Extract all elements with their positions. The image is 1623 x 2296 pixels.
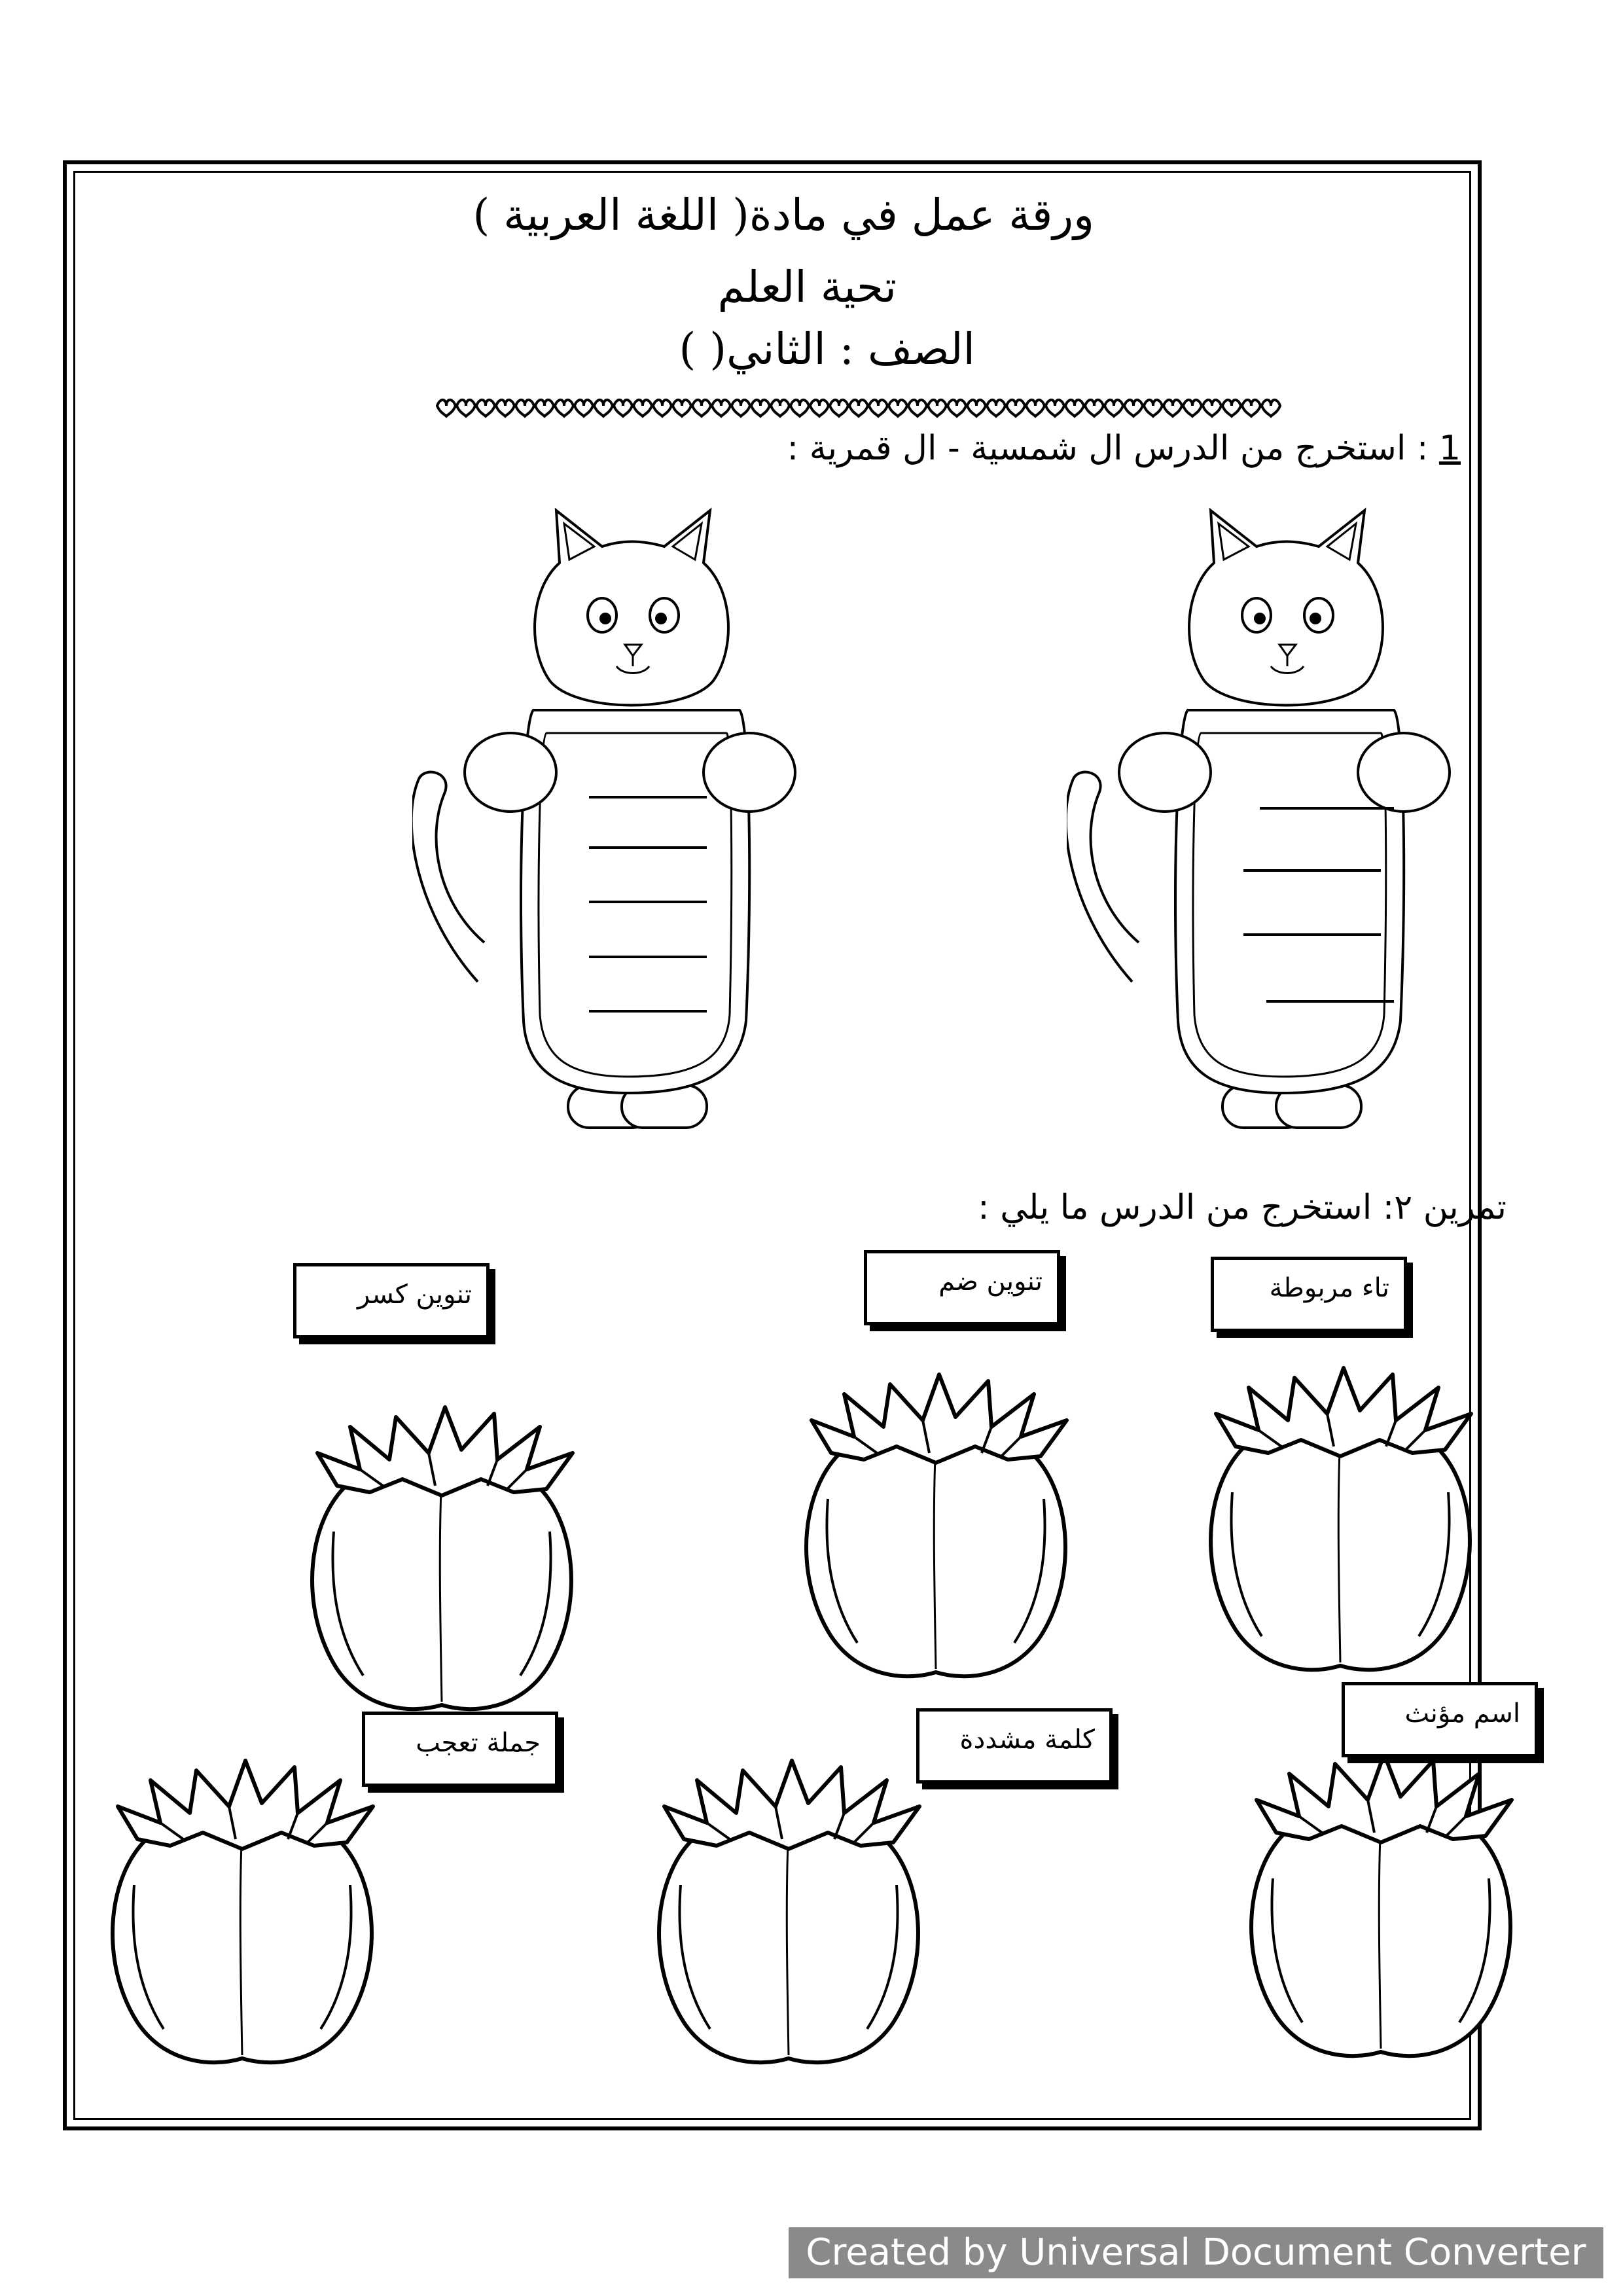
divider-motif [751, 400, 770, 416]
exercise-1-number: 1 [1438, 429, 1461, 468]
divider-motif [1065, 400, 1084, 416]
exercise-1-text: : استخرج من الدرس ال شمسية - ال قمرية : [787, 429, 1439, 468]
divider-motif [869, 400, 887, 416]
divider-motif [496, 400, 514, 416]
divider-motif [1164, 400, 1182, 416]
label-box-tanween-damm: تنوين ضم [864, 1250, 1060, 1325]
divider-motif [791, 400, 809, 416]
divider-motif [594, 400, 613, 416]
divider-motif [830, 400, 848, 416]
divider-motif [575, 400, 593, 416]
divider-motif [1262, 400, 1280, 416]
divider-motif [1242, 400, 1260, 416]
exercise-2-instruction: تمرين ٢: استخرج من الدرس ما يلي : [978, 1188, 1507, 1227]
worksheet-title: ورقة عمل في مادة( اللغة العربية ) [473, 190, 1094, 240]
divider-motif [653, 400, 671, 416]
grade-line: الصف : الثاني( ) [679, 324, 975, 374]
decorative-divider [432, 391, 1283, 421]
divider-motif [1203, 400, 1221, 416]
divider-motif [732, 400, 750, 416]
divider-motif [889, 400, 907, 416]
cat-writing-board-right [1067, 484, 1492, 1145]
tomato-5 [645, 1734, 933, 2075]
divider-motif [908, 400, 927, 416]
divider-motif [555, 400, 573, 416]
tomato-2 [792, 1348, 1080, 1689]
divider-motif [457, 400, 475, 416]
tomato-3 [298, 1381, 586, 1721]
divider-motif [849, 400, 868, 416]
converter-watermark: Created by Universal Document Converter [789, 2227, 1603, 2278]
divider-motif [692, 400, 711, 416]
divider-motif [928, 400, 946, 416]
divider-motif [1124, 400, 1143, 416]
divider-motif [948, 400, 966, 416]
lesson-title: تحية العلم [717, 262, 897, 312]
divider-motif [673, 400, 691, 416]
divider-motif [614, 400, 632, 416]
divider-motif [437, 400, 455, 416]
divider-motif [771, 400, 789, 416]
label-box-feminine-noun: اسم مؤنث [1342, 1682, 1538, 1757]
tomato-6 [98, 1734, 386, 2075]
divider-motif [1026, 400, 1044, 416]
label-box-exclamation-sentence: جملة تعجب [362, 1712, 558, 1787]
divider-motif [1222, 400, 1241, 416]
divider-motif [1144, 400, 1162, 416]
divider-motif [987, 400, 1005, 416]
divider-motif [810, 400, 829, 416]
divider-motif [712, 400, 730, 416]
divider-motif [1183, 400, 1202, 416]
divider-motif [967, 400, 986, 416]
label-box-shadda-word: كلمة مشددة [916, 1708, 1113, 1784]
divider-motif [535, 400, 554, 416]
divider-motif [516, 400, 534, 416]
divider-motif [1046, 400, 1064, 416]
divider-motif [1105, 400, 1123, 416]
label-box-tanween-kasr: تنوين كسر [293, 1263, 490, 1338]
cat-writing-board-left [412, 484, 838, 1145]
exercise-1-instruction [787, 429, 1461, 468]
tomato-1 [1196, 1342, 1484, 1682]
tomato-4 [1237, 1728, 1525, 2068]
divider-motif [1085, 400, 1103, 416]
divider-motif [476, 400, 495, 416]
label-box-ta-marbuta: تاء مربوطة [1211, 1257, 1407, 1332]
divider-motif [633, 400, 652, 416]
divider-motif [1007, 400, 1025, 416]
